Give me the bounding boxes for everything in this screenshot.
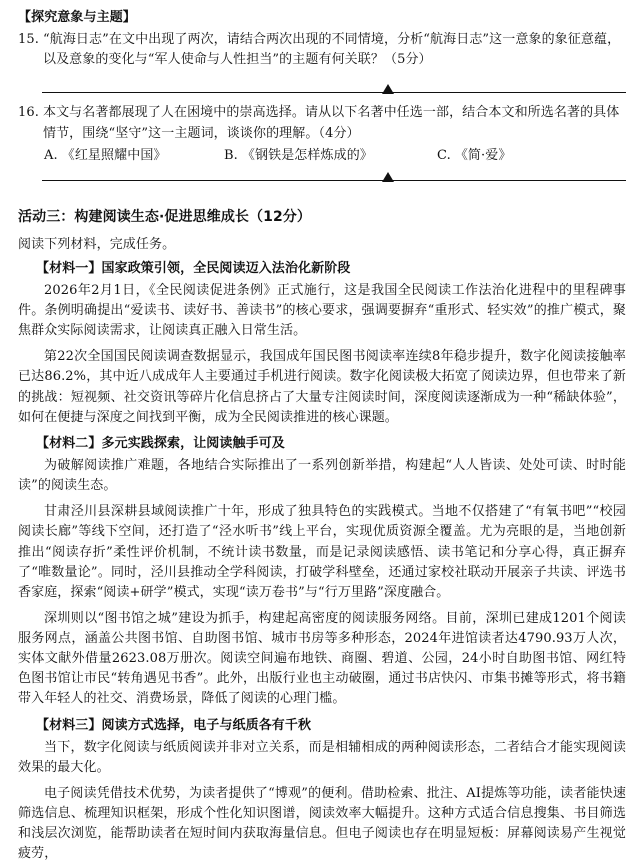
activity-title: 活动三：构建阅读生态·促进思维成长（12分） [18, 208, 311, 225]
triangle-marker-icon [382, 172, 394, 182]
instruction: 阅读下列材料，完成任务。 [18, 236, 176, 252]
material-3-paragraph: 当下，数字化阅读与纸质阅读并非对立关系，而是相辅相成的两种阅读形态，二者结合才能实现阅读效果的最大化。 [18, 739, 626, 775]
material-1-heading: 【材料一】国家政策引领，全民阅读迈入法治化新阶段 [36, 260, 351, 276]
material-2-paragraph: 甘肃泾川县深耕县域阅读推广十年，形成了独具特色的实践模式。当地不仅搭建了“有氧书吧”“校园阅读长廊”等线下空间，还打造了“泾水听书”线上平台，实现优质资源全覆盖。尤为亮眼的是，当地创新推出“阅读存折”柔性评价机制，不统计读书数量，而是记录阅读感悟、读书笔记和分享心得，真正摒弃了“唯数量论”。同时，泾川县推动全学科阅读，打破学科壁垒，还通过家校社联动开展亲子共读、评选书香家庭，探索“阅读+研学”模式，实现“读万卷书”与“行万里路”深度融合。 [18, 504, 626, 600]
option-c-letter: C. [437, 147, 451, 163]
material-3-paragraph: 电子阅读凭借技术优势，为读者提供了“博观”的便利。借助检索、批注、AI提炼等功能，读者能快速筛选信息、梳理知识框架，形成个性化知识图谱，阅读效率大幅提升。这种方式适合信息搜集、书目筛选和浅层次浏览，能帮助读者在短时间内获取海量信息。但电子阅读也存在明显短板：屏幕阅读易产生视觉疲劳， [18, 786, 626, 862]
option-a-letter: A. [44, 147, 58, 163]
question-16-text: 本文与名著都展现了人在困境中的崇高选择。请从以下名著中任选一部，结合本文和所选名著的具体情节，围绕“坚守”这一主题词，谈谈你的理解。（4分） [42, 105, 620, 141]
question-16-options [44, 146, 626, 166]
section-title: 【探究意象与主题】 [18, 10, 136, 25]
material-1-paragraph: 第22次全国国民阅读调查数据显示，我国成年国民图书阅读率连续8年稳步提升，数字化阅读接触率已达86.2%，其中近八成成年人主要通过手机进行阅读。数字化阅读极大拓宽了阅读边界，但也带来了新的挑战：短视频、社交资讯等碎片化信息挤占了大量专注阅读时间，深度阅读逐渐成为一种“稀缺体验”，如何在便捷与深度之间找到平衡，成为全民阅读推进的核心课题。 [18, 349, 626, 425]
material-2-paragraph: 为破解阅读推广难题，各地结合实际推出了一系列创新举措，构建起“人人皆读、处处可读、时时能读”的阅读生态。 [18, 457, 626, 494]
option-b-letter: B. [224, 147, 238, 163]
question-16-number: 16. [18, 105, 39, 121]
triangle-marker-icon [382, 84, 394, 94]
question-16-answer-line[interactable] [42, 164, 626, 181]
option-c [437, 146, 511, 166]
option-a-title: 《红星照耀中国》 [61, 147, 167, 163]
option-b-title: 《钢铁是怎样炼成的》 [241, 147, 373, 163]
option-b [224, 146, 437, 166]
question-15 [18, 30, 626, 70]
question-15-text: “航海日志”在文中出现了两次，请结合两次出现的不同情境，分析“航海日志”这一意象的象征意蕴，以及意象的变化与“军人使命与人性担当”的主题有何关联？（5分） [42, 32, 621, 68]
material-2-paragraph: 深圳则以“图书馆之城”建设为抓手，构建起高密度的阅读服务网络。目前，深圳已建成1201个阅读服务网点，涵盖公共图书馆、自助图书馆、城市书房等多种形态，2024年进馆读者达4790.93万人次，实体文献外借量2623.08万册次。阅读空间遍布地铁、商圈、碧道、公园，24小时自助图书馆、网红特色图书馆让市民“转角遇见书香”。此外，出版行业也主动破圈，通过书店快闪、市集书摊等形式，将书籍带入年轻人的社交、消费场景，降低了阅读的心理门槛。 [18, 610, 626, 707]
material-2-heading: 【材料二】多元实践探索，让阅读触手可及 [36, 435, 285, 451]
material-1-paragraph: 2026年2月1日，《全民阅读促进条例》正式施行，这是我国全民阅读工作法治化进程中的里程碑事件。条例明确提出“爱读书、读好书、善读书”的核心要求，强调要摒弃“重形式、轻实效”的推广模式，聚焦群众实际阅读需求，让阅读真正融入日常生活。 [18, 282, 626, 339]
question-15-number: 15. [18, 32, 39, 48]
question-16 [18, 103, 626, 143]
option-c-title: 《简·爱》 [454, 147, 512, 163]
option-a [44, 146, 224, 166]
question-15-answer-line[interactable] [42, 76, 626, 93]
material-3-heading: 【材料三】阅读方式选择，电子与纸质各有千秋 [36, 717, 312, 733]
